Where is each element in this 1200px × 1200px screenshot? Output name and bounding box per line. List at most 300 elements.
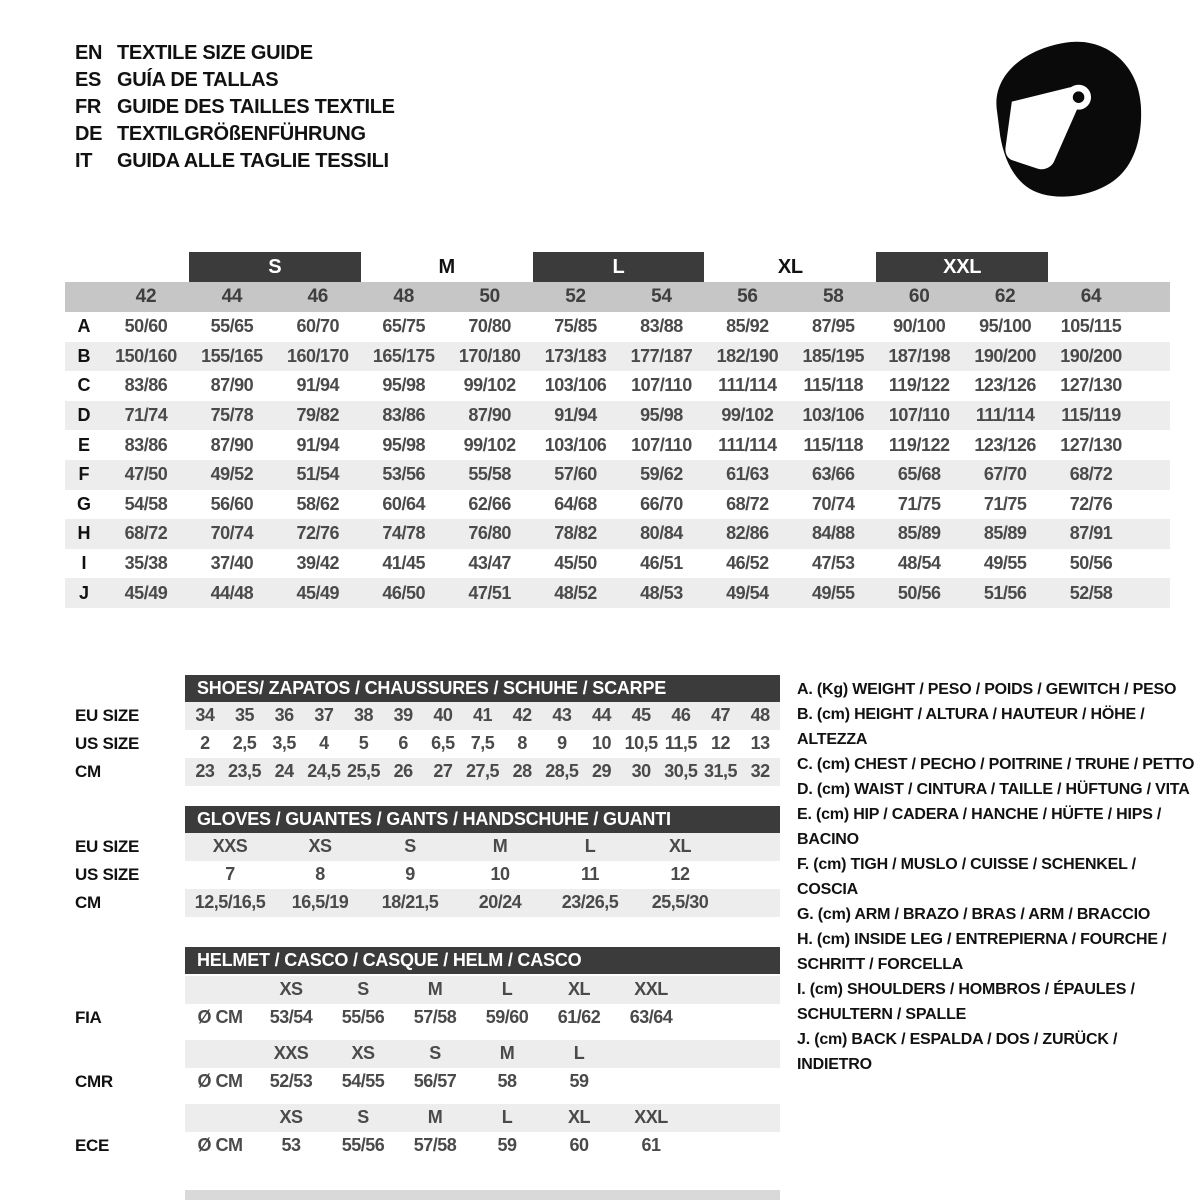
size-value-cell: 115/118 [803, 434, 864, 455]
size-value-cell: 123/126 [974, 375, 1036, 396]
helmet-table [65, 947, 780, 1160]
measurement-rows [65, 312, 1170, 608]
size-value-cell: 83/86 [382, 405, 425, 426]
size-group-l: L [533, 252, 705, 282]
size-value-cell: 185/195 [802, 345, 865, 366]
size-value-cell: 37/40 [210, 553, 254, 574]
shoe-cm-cell: 23,5 [227, 761, 262, 782]
shoe-cm-cell: 26 [393, 761, 413, 782]
size-value-cell: 45/50 [554, 553, 597, 574]
gloves-us-size-label: US SIZE [75, 864, 140, 884]
language-code: EN [75, 42, 103, 64]
label-spacer [65, 947, 185, 974]
helmet-size-cell: XXL [634, 1107, 668, 1128]
glove-eu-size-cell: XXS [212, 836, 248, 857]
legend-item: C. (cm) CHEST / PECHO / POITRINE / TRUHE / PETTO [797, 755, 1195, 773]
size-value-cell: 127/130 [1060, 375, 1122, 396]
shoe-eu-size-cell: 44 [591, 705, 611, 726]
diameter-unit-label: Ø CM [197, 1071, 243, 1092]
size-value-cell: 99/102 [721, 405, 774, 426]
ece-standard-label: ECE [75, 1135, 110, 1155]
shoe-us-size-cell: 10 [591, 733, 611, 754]
size-value-cell: 87/91 [1069, 523, 1113, 544]
size-value-cell: 160/170 [286, 345, 349, 366]
size-value-cell: 95/100 [979, 316, 1032, 337]
shoe-cm-cell: 30,5 [664, 761, 698, 782]
size-value-cell: 85/89 [983, 523, 1027, 544]
shoes-cm-label: CM [75, 761, 101, 781]
legend-item: J. (cm) BACK / ESPALDA / DOS / ZURÜCK / INDIETRO [797, 1030, 1118, 1073]
gloves-cm-row [65, 889, 780, 917]
shoes-cm-row [65, 758, 780, 786]
shoe-cm-cell: 31,5 [703, 761, 738, 782]
size-value-cell: 83/86 [124, 434, 168, 455]
helmet-size-cell: L [501, 1107, 513, 1128]
helmet-header-row [65, 947, 780, 974]
size-value-cell: 60/70 [296, 316, 340, 337]
size-value-cell: 65/75 [382, 316, 425, 337]
size-value-cell: 52/58 [1069, 582, 1113, 603]
gloves-eu-row [65, 833, 780, 861]
helmet-cm-cell: 56/57 [413, 1071, 457, 1092]
helmet-fia-group [65, 976, 780, 1032]
shoe-eu-size-cell: 45 [631, 705, 651, 726]
table-row-f [65, 460, 1170, 490]
helmet-cm-cell: 57/58 [413, 1007, 457, 1028]
size-value-cell: 70/80 [468, 316, 511, 337]
shoe-us-size-cell: 12 [710, 733, 730, 754]
helmet-section-title: HELMET / CASCO / CASQUE / HELM / CASCO [185, 947, 780, 974]
glove-cm-cell: 12,5/16,5 [194, 892, 266, 913]
gloves-us-row [65, 861, 780, 889]
size-value-cell: 46/50 [382, 582, 425, 603]
size-value-cell: 83/86 [124, 375, 168, 396]
glove-cm-cell: 16,5/19 [291, 892, 349, 913]
shoe-cm-cell: 32 [750, 761, 770, 782]
size-value-cell: 103/106 [802, 405, 865, 426]
gloves-cm-values [185, 889, 780, 917]
row-letter: G [76, 493, 91, 514]
helmet-size-cell: M [427, 979, 443, 1000]
size-value-cell: 72/76 [1069, 493, 1113, 514]
shoe-us-size-cell: 9 [557, 733, 567, 754]
size-value-cell: 165/175 [372, 345, 435, 366]
glove-us-size-cell: 10 [490, 864, 510, 885]
helmet-cm-cell: 59/60 [485, 1007, 529, 1028]
shoe-eu-size-cell: 41 [472, 705, 492, 726]
shoes-section-title: SHOES/ ZAPATOS / CHAUSSURES / SCHUHE / SCARPE [185, 675, 780, 702]
size-value-cell: 177/187 [630, 345, 693, 366]
shoe-us-size-cell: 11,5 [664, 733, 697, 754]
language-row [75, 121, 395, 148]
cmr-values-row [65, 1068, 780, 1096]
legend-item: A. (Kg) WEIGHT / PESO / POIDS / GEWITCH / PESO [797, 680, 1177, 698]
size-value-cell: 95/98 [640, 405, 683, 426]
cmr-size-labels [185, 1040, 780, 1068]
table-row-i [65, 549, 1170, 579]
size-value-cell: 119/122 [888, 434, 950, 455]
glove-us-size-cell: 11 [580, 864, 600, 885]
size-value-cell: 68/72 [726, 493, 769, 514]
shoe-eu-size-cell: 46 [671, 705, 691, 726]
shoe-us-size-cell: 7,5 [470, 733, 495, 754]
size-value-cell: 78/82 [554, 523, 597, 544]
shoe-us-size-cell: 13 [750, 733, 770, 754]
eu-size-cell: 42 [135, 286, 157, 307]
helmet-cm-cell: 60 [569, 1135, 589, 1156]
measurement-legend [797, 675, 1195, 1077]
size-value-cell: 55/58 [468, 464, 511, 485]
size-value-cell: 68/72 [1069, 464, 1113, 485]
helmet-cm-cell: 58 [497, 1071, 517, 1092]
size-value-cell: 71/74 [124, 405, 168, 426]
fia-standard-label: FIA [75, 1007, 102, 1027]
size-value-cell: 64/68 [554, 493, 597, 514]
shoe-cm-cell: 28 [512, 761, 532, 782]
size-value-cell: 115/118 [803, 375, 864, 396]
glove-cm-cell: 20/24 [478, 892, 522, 913]
gloves-eu-size-label: EU SIZE [75, 836, 140, 856]
size-value-cell: 53/56 [382, 464, 425, 485]
glove-us-size-cell: 12 [670, 864, 690, 885]
glove-eu-size-cell: XL [668, 836, 691, 857]
size-value-cell: 60/64 [382, 493, 425, 514]
size-value-cell: 47/50 [124, 464, 168, 485]
size-value-cell: 45/49 [124, 582, 168, 603]
eu-size-cell: 46 [307, 286, 329, 307]
legend-item: F. (cm) TIGH / MUSLO / CUISSE / SCHENKEL / COSCIA [797, 855, 1136, 898]
shoe-cm-cell: 24,5 [307, 761, 341, 782]
cmr-sizes-row [65, 1040, 780, 1068]
helmet-size-cell: XS [351, 1043, 375, 1064]
table-row-b [65, 342, 1170, 372]
size-value-cell: 115/119 [1061, 405, 1121, 426]
size-value-cell: 61/63 [726, 464, 769, 485]
table-row-g [65, 490, 1170, 520]
language-title: TEXTILGRÖßENFÜHRUNG [117, 123, 366, 145]
label-spacer [65, 1104, 185, 1132]
language-row [75, 148, 395, 175]
size-value-cell: 127/130 [1060, 434, 1122, 455]
shoes-us-size-label: US SIZE [75, 733, 140, 753]
helmet-cm-cell: 61 [641, 1135, 661, 1156]
helmet-icon [976, 34, 1158, 212]
size-value-cell: 59/62 [640, 464, 683, 485]
row-letter: H [77, 523, 91, 544]
size-value-cell: 85/92 [726, 316, 769, 337]
cropped-row-strip [185, 1190, 780, 1200]
size-value-cell: 87/90 [210, 375, 254, 396]
shoe-eu-size-cell: 36 [274, 705, 294, 726]
helmet-cm-cell: 55/56 [341, 1135, 385, 1156]
diameter-unit-label: Ø CM [197, 1007, 243, 1028]
shoe-cm-cell: 28,5 [545, 761, 579, 782]
size-value-cell: 67/70 [983, 464, 1027, 485]
shoe-cm-cell: 27,5 [465, 761, 500, 782]
size-value-cell: 80/84 [640, 523, 683, 544]
size-value-cell: 111/114 [718, 434, 777, 455]
size-value-cell: 71/75 [983, 493, 1027, 514]
size-value-cell: 56/60 [210, 493, 254, 514]
label-spacer [65, 675, 185, 702]
language-title: GUIDA ALLE TAGLIE TESSILI [117, 150, 389, 172]
language-row [75, 40, 395, 67]
shoe-eu-size-cell: 38 [353, 705, 373, 726]
size-value-cell: 51/54 [296, 464, 340, 485]
helmet-size-cell: S [357, 979, 369, 1000]
size-value-cell: 57/60 [554, 464, 597, 485]
lower-section [65, 675, 1200, 1160]
shoe-us-size-cell: 8 [517, 733, 527, 754]
size-value-cell: 155/165 [201, 345, 263, 366]
gloves-header-row [65, 806, 780, 833]
size-group-header-row [65, 252, 1170, 282]
gloves-table [65, 806, 780, 917]
shoes-header-row [65, 675, 780, 702]
shoe-cm-cell: 27 [433, 761, 453, 782]
language-title: GUIDE DES TAILLES TEXTILE [117, 96, 395, 118]
size-value-cell: 76/80 [468, 523, 511, 544]
size-value-cell: 55/65 [210, 316, 254, 337]
glove-eu-size-cell: S [404, 836, 416, 857]
helmet-cm-cell: 57/58 [413, 1135, 457, 1156]
fia-size-labels [185, 976, 780, 1004]
shoe-eu-size-cell: 42 [512, 705, 532, 726]
size-value-cell: 47/51 [468, 582, 511, 603]
size-value-cell: 99/102 [463, 434, 516, 455]
helmet-cmr-group [65, 1040, 780, 1096]
eu-size-cell: 62 [994, 286, 1016, 307]
size-value-cell: 107/110 [631, 375, 692, 396]
size-value-cell: 111/114 [975, 405, 1035, 426]
shoe-cm-cell: 29 [591, 761, 611, 782]
glove-us-size-cell: 8 [315, 864, 325, 885]
table-row-c [65, 371, 1170, 401]
helmet-size-cell: XL [567, 1107, 590, 1128]
eu-size-cell: 50 [479, 286, 500, 307]
shoe-us-size-cell: 2 [200, 733, 210, 754]
gloves-cm-label: CM [75, 892, 101, 912]
fia-values [185, 1004, 780, 1032]
shoe-us-size-cell: 6 [398, 733, 408, 754]
size-value-cell: 87/90 [468, 405, 511, 426]
language-code: IT [75, 150, 93, 172]
cmr-values [185, 1068, 780, 1096]
helmet-size-cell: S [357, 1107, 369, 1128]
helmet-cm-cell: 63/64 [629, 1007, 673, 1028]
size-value-cell: 170/180 [458, 345, 521, 366]
size-value-cell: 66/70 [640, 493, 683, 514]
language-code: ES [75, 69, 102, 91]
shoe-eu-size-cell: 39 [393, 705, 413, 726]
label-spacer [65, 976, 185, 1004]
row-letter: C [77, 375, 91, 396]
shoes-us-values [185, 730, 780, 758]
size-value-cell: 44/48 [210, 582, 254, 603]
language-title: GUÍA DE TALLAS [117, 69, 279, 91]
size-value-cell: 90/100 [893, 316, 946, 337]
size-value-cell: 58/62 [296, 493, 340, 514]
helmet-cm-cell: 59 [497, 1135, 517, 1156]
shoe-cm-cell: 25,5 [346, 761, 381, 782]
size-value-cell: 47/53 [812, 553, 855, 574]
size-value-cell: 190/200 [974, 345, 1036, 366]
gloves-eu-values [185, 833, 780, 861]
row-letter: B [77, 345, 91, 366]
size-value-cell: 107/110 [888, 405, 950, 426]
label-spacer [65, 806, 185, 833]
shoes-eu-size-label: EU SIZE [75, 705, 140, 725]
glove-cm-cell: 25,5/30 [651, 892, 709, 913]
ece-values-row [65, 1132, 780, 1160]
size-value-cell: 70/74 [812, 493, 855, 514]
eu-size-cell: 44 [221, 286, 243, 307]
legend-item: G. (cm) ARM / BRAZO / BRAS / ARM / BRACCIO [797, 905, 1151, 923]
helmet-cm-cell: 52/53 [269, 1071, 313, 1092]
size-value-cell: 39/42 [296, 553, 340, 574]
size-value-cell: 91/94 [296, 375, 340, 396]
size-value-cell: 105/115 [1060, 316, 1122, 337]
legend-item: D. (cm) WAIST / CINTURA / TAILLE / HÜFTUNG / VITA [797, 780, 1190, 798]
sub-tables-column [65, 675, 780, 1160]
shoe-eu-size-cell: 35 [234, 705, 254, 726]
table-row-h [65, 519, 1170, 549]
eu-size-cell: 48 [393, 286, 414, 307]
row-letter: D [77, 405, 91, 426]
size-value-cell: 107/110 [631, 434, 692, 455]
eu-size-cell: 52 [565, 286, 586, 307]
size-value-cell: 46/51 [640, 553, 683, 574]
cmr-standard-label: CMR [75, 1071, 113, 1091]
size-value-cell: 45/49 [296, 582, 340, 603]
size-value-cell: 84/88 [812, 523, 855, 544]
shoe-us-size-cell: 4 [319, 733, 329, 754]
size-value-cell: 75/78 [210, 405, 254, 426]
helmet-ece-group [65, 1104, 780, 1160]
gloves-section-title: GLOVES / GUANTES / GANTS / HANDSCHUHE / GUANTI [185, 806, 780, 833]
shoe-cm-cell: 30 [631, 761, 651, 782]
language-title: TEXTILE SIZE GUIDE [117, 42, 313, 64]
size-value-cell: 54/58 [124, 493, 168, 514]
language-code: FR [75, 96, 102, 118]
size-value-cell: 85/89 [897, 523, 941, 544]
size-group-m: M [438, 255, 455, 278]
size-value-cell: 48/54 [897, 553, 941, 574]
language-list [75, 40, 395, 175]
row-letter: E [77, 434, 90, 455]
table-row-d [65, 401, 1170, 431]
shoe-cm-cell: 23 [195, 761, 215, 782]
textile-size-table [65, 252, 1170, 608]
helmet-size-cell: XXS [273, 1043, 309, 1064]
size-value-cell: 119/122 [888, 375, 950, 396]
size-value-cell: 48/53 [640, 582, 683, 603]
language-row [75, 94, 395, 121]
table-row-a [65, 312, 1170, 342]
helmet-cm-cell: 54/55 [341, 1071, 385, 1092]
language-row [75, 67, 395, 94]
table-row-j [65, 578, 1170, 608]
row-letter: A [77, 316, 91, 337]
shoe-eu-size-cell: 43 [552, 705, 572, 726]
helmet-size-cell: XL [567, 979, 590, 1000]
eu-size-cell: 54 [651, 286, 672, 307]
shoes-us-row [65, 730, 780, 758]
size-value-cell: 70/74 [210, 523, 254, 544]
language-code: DE [75, 123, 103, 145]
size-value-cell: 87/95 [812, 316, 855, 337]
size-value-cell: 49/55 [983, 553, 1027, 574]
glove-cm-cell: 18/21,5 [381, 892, 439, 913]
shoes-eu-values [185, 702, 780, 730]
helmet-cm-cell: 61/62 [557, 1007, 601, 1028]
eu-size-cell: 58 [823, 286, 844, 307]
row-letter: F [78, 464, 90, 485]
helmet-cm-cell: 59 [569, 1071, 589, 1092]
fia-sizes-row [65, 976, 780, 1004]
size-value-cell: 51/56 [983, 582, 1027, 603]
size-value-cell: 50/56 [897, 582, 941, 603]
shoe-us-size-cell: 6,5 [431, 733, 455, 754]
row-letter: I [81, 553, 87, 574]
size-value-cell: 74/78 [382, 523, 425, 544]
shoe-eu-size-cell: 34 [195, 705, 215, 726]
shoe-us-size-cell: 2,5 [232, 733, 257, 754]
table-row-e [65, 430, 1170, 460]
size-value-cell: 50/60 [124, 316, 168, 337]
size-value-cell: 48/52 [554, 582, 597, 603]
ece-sizes-row [65, 1104, 780, 1132]
size-value-cell: 173/183 [544, 345, 607, 366]
helmet-size-cell: XS [279, 1107, 303, 1128]
size-group-xl: XL [777, 255, 803, 278]
glove-eu-size-cell: L [584, 836, 596, 857]
glove-eu-size-cell: XS [308, 836, 332, 857]
size-value-cell: 68/72 [124, 523, 168, 544]
eu-size-cell: 60 [908, 286, 930, 307]
legend-item: H. (cm) INSIDE LEG / ENTREPIERNA / FOURCHE / SCHRITT / FORCELLA [797, 930, 1167, 973]
helmet-size-cell: S [429, 1043, 441, 1064]
size-value-cell: 41/45 [382, 553, 425, 574]
ece-size-labels [185, 1104, 780, 1132]
helmet-size-cell: L [573, 1043, 585, 1064]
shoe-eu-size-cell: 47 [710, 705, 730, 726]
legend-item: E. (cm) HIP / CADERA / HANCHE / HÜFTE / HIPS / BACINO [797, 805, 1162, 848]
size-value-cell: 123/126 [974, 434, 1036, 455]
helmet-cm-cell: 55/56 [341, 1007, 385, 1028]
size-value-cell: 65/68 [897, 464, 941, 485]
shoe-us-size-cell: 10,5 [624, 733, 658, 754]
shoe-eu-size-cell: 37 [314, 705, 334, 726]
shoe-eu-size-cell: 48 [750, 705, 770, 726]
size-group-s: S [189, 252, 361, 282]
shoe-eu-size-cell: 40 [433, 705, 453, 726]
size-value-cell: 46/52 [726, 553, 769, 574]
size-value-cell: 82/86 [726, 523, 769, 544]
size-value-cell: 99/102 [463, 375, 516, 396]
size-value-cell: 95/98 [382, 434, 425, 455]
shoes-cm-values [185, 758, 780, 786]
size-value-cell: 49/55 [812, 582, 855, 603]
size-value-cell: 83/88 [640, 316, 683, 337]
glove-us-size-cell: 9 [405, 864, 415, 885]
size-value-cell: 95/98 [382, 375, 425, 396]
glove-eu-size-cell: M [492, 836, 508, 857]
size-value-cell: 87/90 [210, 434, 254, 455]
fia-values-row [65, 1004, 780, 1032]
shoe-us-size-cell: 5 [358, 733, 369, 754]
size-value-cell: 190/200 [1060, 345, 1122, 366]
